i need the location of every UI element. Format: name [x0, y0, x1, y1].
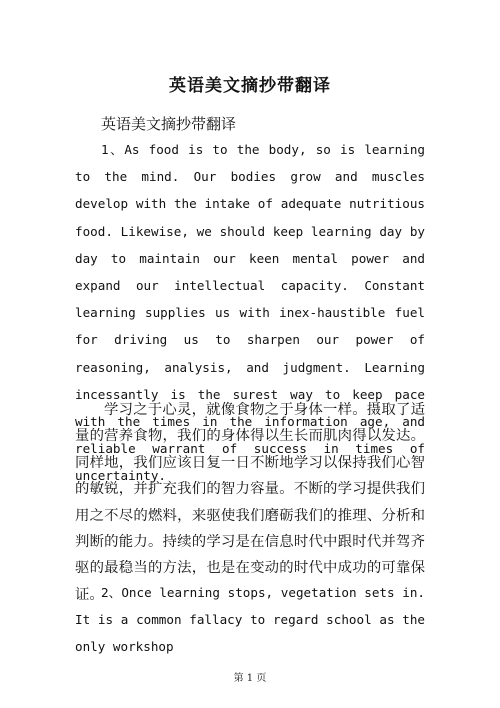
paragraph-english-2: 2、Once learning stops, vegetation sets in. It is a common fallacy to regard school as the only workshop — [75, 585, 425, 655]
paragraph-chinese-1: 学习之于心灵，就像食物之于身体一样。摄取了适量的营养食物，我们的身体得以生长而肌肉得以发达。 同样地，我们应该日复一日不断地学习以保持我们心智的敏锐，并扩充我们的智力容量。不断的学习提供我们用之不尽的燃料，来驱使我们磨砺我们的推理、分析和判断的能力。持续的学习是在信息时代中跟时代并驾齐驱的最稳当的方法，也是在变动的时代中成功的可靠保证。 — [75, 402, 425, 603]
document-title: 英语美文摘抄带翻译 — [169, 76, 331, 96]
page-number: 第 1 页 — [233, 673, 267, 684]
paragraph-english-1: 1、As food is to the body, so is learning to the mind. Our bodies grow and muscles develop with the intake of adequate nutritious food. Likewise, we should keep learning day by day to maintain our keen mental power and expand our intellectual capacity. Constant learning supplies us with inex-haustible fuel for driving us to sharpen our power of reasoning, analysis, and judgment. Learning incessantly is the surest way to keep pace with the times in the information age, and reliable warrant of success in times of uncertainty. — [75, 142, 425, 484]
document-subtitle: 英语美文摘抄带翻译 — [101, 115, 237, 133]
